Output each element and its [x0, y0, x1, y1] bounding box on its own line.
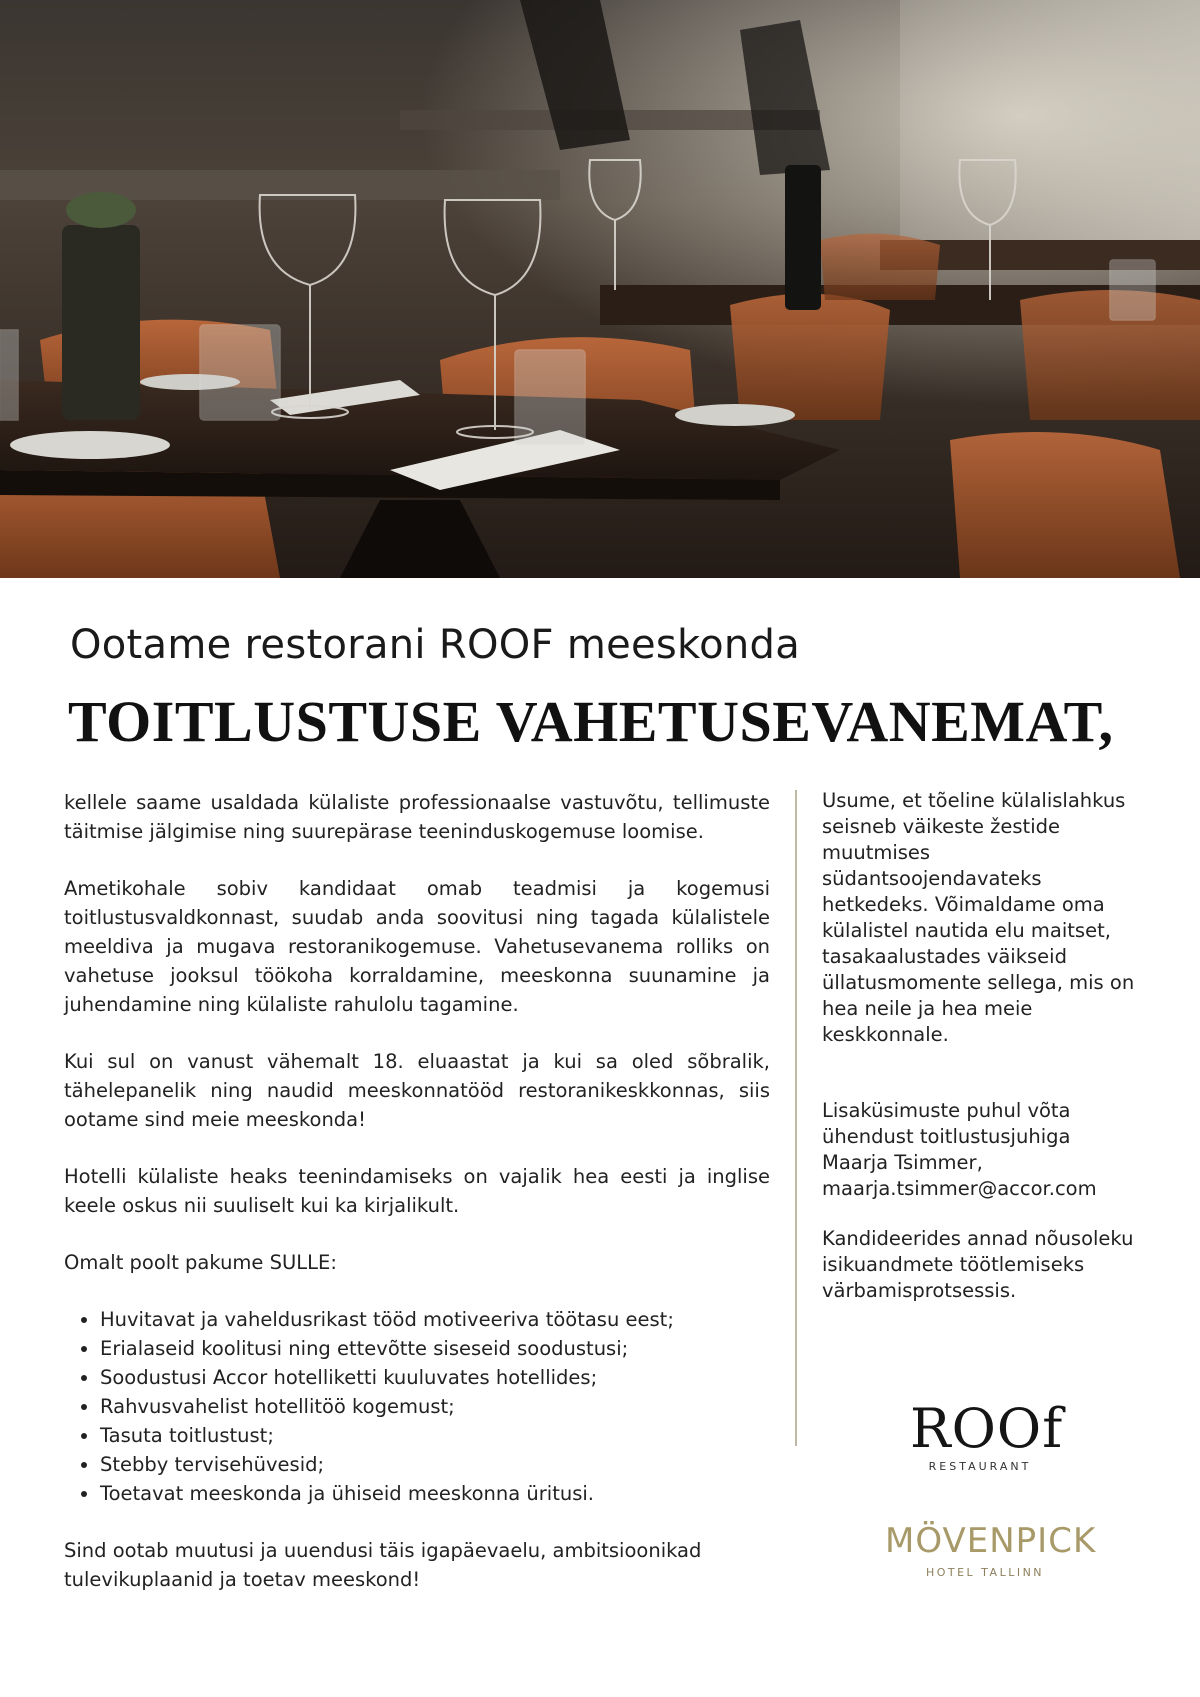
benefit-item: • Erialaseid koolitusi ning ettevõtte siseseid soodustusi; — [100, 1334, 770, 1363]
intro-line: Ootame restorani ROOF meeskonda — [70, 622, 801, 668]
roof-logo-subtitle: RESTAURANT — [928, 1460, 1032, 1473]
column-divider — [795, 790, 797, 1446]
roof-logo-mark: ROOf — [910, 1397, 1064, 1460]
requirements-paragraph: Kui sul on vanust vähemalt 18. eluaastat ja kui sa oled sõbralik, tähelepanelik ning naudid meeskonnatööd restoranikeskkonnas, siis ootame sind meie meeskonda! — [64, 1050, 770, 1131]
description-paragraph-1: kellele saame usaldada külaliste professionaalse vastuvõtu, tellimuste täitmise jälgimise ning suurepärase teeninduskogemuse loomise. — [64, 791, 770, 843]
movenpick-logo-subtitle: HOTEL TALLINN — [925, 1566, 1045, 1579]
closing-paragraph: Sind ootab muutusi ja uuendusi täis igapäevaelu, ambitsioonikad tulevikuplaanid ja toetav meeskond! — [64, 1539, 702, 1591]
movenpick-hotel-logo — [885, 1521, 1097, 1579]
side-column — [822, 788, 1140, 1354]
language-paragraph: Hotelli külaliste heaks teenindamiseks on vajalik hea eesti ja inglise keele oskus nii suuliselt kui ka kirjalikult. — [64, 1165, 770, 1217]
job-title-headline: TOITLUSTUSE VAHETUSEVANEMAT, — [68, 689, 1114, 754]
benefit-item: • Rahvusvahelist hotellitöö kogemust; — [100, 1392, 770, 1421]
hospitality-paragraph: Usume, et tõeline külalislahkus seisneb väikeste žestide muutmises südantsoojendavateks hetkedeks. Võimaldame oma külalistel nautida elu maitset, tasakaalustades väikseid üllatusmomente sellega, mis on hea neile ja hea meie keskkonnale. — [822, 789, 1135, 1046]
offer-intro: Omalt poolt pakume SULLE: — [64, 1251, 337, 1274]
benefits-list — [64, 1305, 770, 1508]
contact-paragraph: Lisaküsimuste puhul võta ühendust toitlustusjuhiga Maarja Tsimmer, maarja.tsimmer@accor.com — [822, 1099, 1097, 1200]
benefit-item: • Stebby tervisehüvesid; — [100, 1450, 770, 1479]
main-column — [64, 788, 770, 1622]
hero-photo — [0, 0, 1200, 578]
description-paragraph-2: Ametikohale sobiv kandidaat omab teadmisi ja kogemusi toitlustusvaldkonnast, suudab anda soovitusi ning tagada külalistele meeldiva ja mugava restoranikogemuse. Vahetusevanema rolliks on vahetuse jooksul töökoha korraldamine, meeskonna suunamine ja juhendamine ning külaliste rahulolu tagamine. — [64, 877, 770, 1016]
consent-paragraph: Kandideerides annad nõusoleku isikuandmete töötlemiseks värbamisprotsessis. — [822, 1227, 1134, 1302]
benefit-item: • Huvitavat ja vaheldusrikast tööd motiveeriva töötasu eest; — [100, 1305, 770, 1334]
benefit-item: • Soodustusi Accor hotelliketti kuuluvates hotellides; — [100, 1363, 770, 1392]
roof-restaurant-logo — [910, 1397, 1064, 1473]
movenpick-logo-mark: MÖVENPICK — [885, 1521, 1097, 1561]
benefit-item: • Tasuta toitlustust; — [100, 1421, 770, 1450]
restaurant-interior-illustration — [0, 0, 1200, 578]
benefit-item: • Toetavat meeskonda ja ühiseid meeskonna üritusi. — [100, 1479, 770, 1508]
